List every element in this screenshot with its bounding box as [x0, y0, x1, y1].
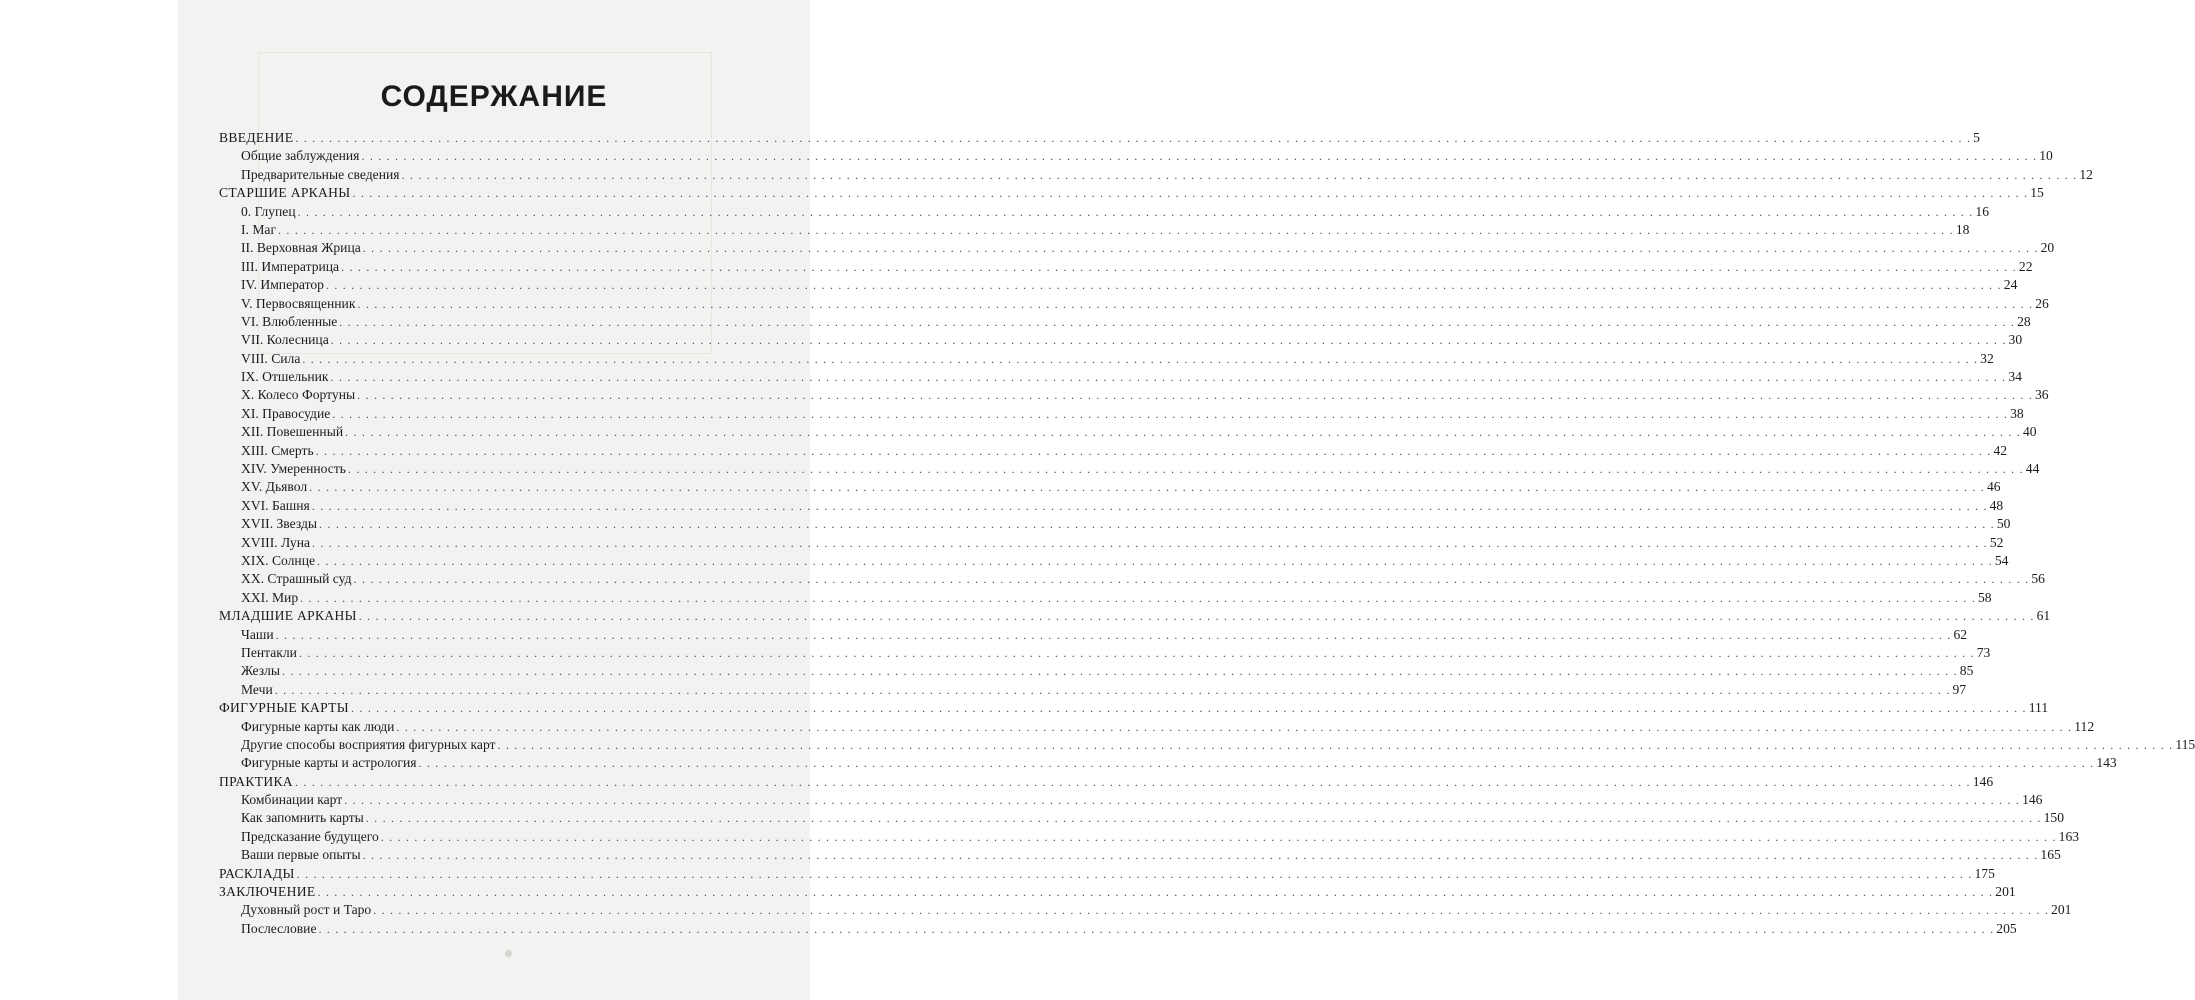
- toc-entry-label: Комбинации карт: [241, 792, 343, 808]
- toc-page-number: 20: [2040, 240, 2055, 256]
- toc-page-number: 112: [2074, 718, 2095, 734]
- toc-page-number: 34: [2008, 369, 2022, 385]
- toc-entry-label: XVI. Башня: [241, 497, 310, 513]
- toc-page-number: 40: [2022, 424, 2037, 440]
- dot-leader: . . . . . . . . . . . . . . . . . . . . . . . . . . . . . . . . . . . . . . . . . . . . . . . . . . . . . . . . . . . . . . . . . . . . . . . . . . . . . . . . . . . . . . . . . . . . . . . . . . . . . . . . . . . . . . . . . . . . . . . . . . . . . . . . . . . . . . . . . . . . . . . . . . . . . . . . . . . . . . . . . . . . . . . . . . . . . . . . . . . . . . . . . . . . . . . . . . . . . . . .: [325, 278, 2002, 293]
- dot-leader: . . . . . . . . . . . . . . . . . . . . . . . . . . . . . . . . . . . . . . . . . . . . . . . . . . . . . . . . . . . . . . . . . . . . . . . . . . . . . . . . . . . . . . . . . . . . . . . . . . . . . . . . . . . . . . . . . . . . . . . . . . . . . . . . . . . . . . . . . . . . . . . . . . . . . . . . . . . . . . . . . . . . . . . . . . . . . . . . . . . . . . . . . . . . . . . . . . . . . . . .: [330, 333, 2007, 348]
- toc-page-number: 163: [2058, 828, 2080, 844]
- toc-subsection-entry: [219, 681, 1967, 699]
- toc-entry-label: IV. Император: [241, 277, 324, 293]
- dot-leader: . . . . . . . . . . . . . . . . . . . . . . . . . . . . . . . . . . . . . . . . . . . . . . . . . . . . . . . . . . . . . . . . . . . . . . . . . . . . . . . . . . . . . . . . . . . . . . . . . . . . . . . . . . . . . . . . . . . . . . . . . . . . . . . . . . . . . . . . . . . . . . . . . . . . . . . . . . . . . . . . . . . . . . . . . . . . . . . . . . . . . . . . . . . . . . . . . . . . . . . .: [396, 719, 2073, 734]
- toc-page-number: 146: [2022, 792, 2043, 808]
- toc-subsection-entry: [219, 386, 2049, 404]
- dot-leader: . . . . . . . . . . . . . . . . . . . . . . . . . . . . . . . . . . . . . . . . . . . . . . . . . . . . . . . . . . . . . . . . . . . . . . . . . . . . . . . . . . . . . . . . . . . . . . . . . . . . . . . . . . . . . . . . . . . . . . . . . . . . . . . . . . . . . . . . . . . . . . . . . . . . . . . . . . . . . . . . . . . . . . . . . . . . . . . . . . . . . . . . . . . . . . . . . . . . . . . .: [296, 866, 1973, 881]
- toc-entry-label: ВВЕДЕНИЕ: [219, 130, 294, 145]
- dot-leader: . . . . . . . . . . . . . . . . . . . . . . . . . . . . . . . . . . . . . . . . . . . . . . . . . . . . . . . . . . . . . . . . . . . . . . . . . . . . . . . . . . . . . . . . . . . . . . . . . . . . . . . . . . . . . . . . . . . . . . . . . . . . . . . . . . . . . . . . . . . . . . . . . . . . . . . . . . . . . . . . . . . . . . . . . . . . . . . . . . . . . . . . . . . . . . . . . . . . . . . .: [357, 388, 2033, 403]
- toc-page-number: 12: [2079, 166, 2093, 182]
- toc-subsection-entry: [219, 497, 2004, 515]
- ink-spot: [505, 950, 512, 957]
- dot-leader: . . . . . . . . . . . . . . . . . . . . . . . . . . . . . . . . . . . . . . . . . . . . . . . . . . . . . . . . . . . . . . . . . . . . . . . . . . . . . . . . . . . . . . . . . . . . . . . . . . . . . . . . . . . . . . . . . . . . . . . . . . . . . . . . . . . . . . . . . . . . . . . . . . . . . . . . . . . . . . . . . . . . . . . . . . . . . . . . . . . . . . . . . . . . . . . . . . . . . . . .: [312, 535, 1988, 550]
- toc-section-entry: [219, 773, 1994, 791]
- toc-subsection-entry: [219, 295, 2049, 313]
- toc-entry-label: X. Колесо Фортуны: [241, 387, 356, 403]
- dot-leader: . . . . . . . . . . . . . . . . . . . . . . . . . . . . . . . . . . . . . . . . . . . . . . . . . . . . . . . . . . . . . . . . . . . . . . . . . . . . . . . . . . . . . . . . . . . . . . . . . . . . . . . . . . . . . . . . . . . . . . . . . . . . . . . . . . . . . . . . . . . . . . . . . . . . . . . . . . . . . . . . . . . . . . . . . . . . . . . . . . . . . . . . . . . . . . . . . . . . . . . .: [330, 370, 2007, 385]
- toc-page-number: 46: [1986, 479, 2001, 495]
- toc-page-number: 38: [2010, 405, 2024, 421]
- toc-page-number: 52: [1989, 534, 2004, 550]
- toc-entry-label: VII. Колесница: [241, 332, 329, 348]
- toc-subsection-entry: [219, 331, 2023, 349]
- toc-subsection-entry: [219, 626, 1968, 644]
- dot-leader: . . . . . . . . . . . . . . . . . . . . . . . . . . . . . . . . . . . . . . . . . . . . . . . . . . . . . . . . . . . . . . . . . . . . . . . . . . . . . . . . . . . . . . . . . . . . . . . . . . . . . . . . . . . . . . . . . . . . . . . . . . . . . . . . . . . . . . . . . . . . . . . . . . . . . . . . . . . . . . . . . . . . . . . . . . . . . . . . . . . . . . . . . . . . . . . . . . . . . . . .: [345, 425, 2021, 440]
- dot-leader: . . . . . . . . . . . . . . . . . . . . . . . . . . . . . . . . . . . . . . . . . . . . . . . . . . . . . . . . . . . . . . . . . . . . . . . . . . . . . . . . . . . . . . . . . . . . . . . . . . . . . . . . . . . . . . . . . . . . . . . . . . . . . . . . . . . . . . . . . . . . . . . . . . . . . . . . . . . . . . . . . . . . . . . . . . . . . . . . . . . . . . . . . . . . . . . . . . . . . . . .: [357, 296, 2034, 311]
- dot-leader: . . . . . . . . . . . . . . . . . . . . . . . . . . . . . . . . . . . . . . . . . . . . . . . . . . . . . . . . . . . . . . . . . . . . . . . . . . . . . . . . . . . . . . . . . . . . . . . . . . . . . . . . . . . . . . . . . . . . . . . . . . . . . . . . . . . . . . . . . . . . . . . . . . . . . . . . . . . . . . . . . . . . . . . . . . . . . . . . . . . . . . . . . . . . . . . . . . . . . . . .: [295, 131, 1972, 145]
- toc-section-entry: [219, 184, 2044, 202]
- toc-subsection-entry: [219, 166, 2093, 184]
- toc-entry-label: XX. Страшный суд: [241, 571, 352, 587]
- toc-subsection-entry: [219, 809, 2064, 827]
- toc-page-number: 26: [2035, 295, 2049, 311]
- toc-page-number: 165: [2040, 847, 2061, 863]
- dot-leader: . . . . . . . . . . . . . . . . . . . . . . . . . . . . . . . . . . . . . . . . . . . . . . . . . . . . . . . . . . . . . . . . . . . . . . . . . . . . . . . . . . . . . . . . . . . . . . . . . . . . . . . . . . . . . . . . . . . . . . . . . . . . . . . . . . . . . . . . . . . . . . . . . . . . . . . . . . . . . . . . . . . . . . . . . . . . . . . . . . . . . . . . . . . . . . . . . . . . . . . .: [361, 149, 2038, 164]
- dot-leader: . . . . . . . . . . . . . . . . . . . . . . . . . . . . . . . . . . . . . . . . . . . . . . . . . . . . . . . . . . . . . . . . . . . . . . . . . . . . . . . . . . . . . . . . . . . . . . . . . . . . . . . . . . . . . . . . . . . . . . . . . . . . . . . . . . . . . . . . . . . . . . . . . . . . . . . . . . . . . . . . . . . . . . . . . . . . . . . . . . . . . . . . . . . . . . . . . . . . . . . .: [344, 793, 2021, 808]
- toc-subsection-entry: [219, 423, 2037, 441]
- toc-entry-label: Пентакли: [241, 644, 297, 660]
- toc-entry-label: МЛАДШИЕ АРКАНЫ: [219, 608, 357, 624]
- toc-page-number: 24: [2003, 277, 2018, 293]
- toc-page-number: 30: [2008, 332, 2023, 348]
- toc-section-entry: [219, 607, 2051, 625]
- toc-entry-label: XIII. Смерть: [241, 442, 314, 458]
- toc-subsection-entry: [219, 515, 2011, 533]
- toc-entry-label: XI. Правосудие: [241, 405, 331, 421]
- dot-leader: . . . . . . . . . . . . . . . . . . . . . . . . . . . . . . . . . . . . . . . . . . . . . . . . . . . . . . . . . . . . . . . . . . . . . . . . . . . . . . . . . . . . . . . . . . . . . . . . . . . . . . . . . . . . . . . . . . . . . . . . . . . . . . . . . . . . . . . . . . . . . . . . . . . . . . . . . . . . . . . . . . . . . . . . . . . . . . . . . . . . . . . . . . . . . . . . . . . . . . . .: [350, 701, 2027, 716]
- dot-leader: . . . . . . . . . . . . . . . . . . . . . . . . . . . . . . . . . . . . . . . . . . . . . . . . . . . . . . . . . . . . . . . . . . . . . . . . . . . . . . . . . . . . . . . . . . . . . . . . . . . . . . . . . . . . . . . . . . . . . . . . . . . . . . . . . . . . . . . . . . . . . . . . . . . . . . . . . . . . . . . . . . . . . . . . . . . . . . . . . . . . . . . . . . . . . . . . . . . . . . . .: [311, 498, 1988, 513]
- dot-leader: . . . . . . . . . . . . . . . . . . . . . . . . . . . . . . . . . . . . . . . . . . . . . . . . . . . . . . . . . . . . . . . . . . . . . . . . . . . . . . . . . . . . . . . . . . . . . . . . . . . . . . . . . . . . . . . . . . . . . . . . . . . . . . . . . . . . . . . . . . . . . . . . . . . . . . . . . . . . . . . . . . . . . . . . . . . . . . . . . . . . . . . . . . . . . . . . . . . . . . . .: [300, 590, 1976, 605]
- toc-page-number: 15: [2030, 185, 2044, 201]
- dot-leader: . . . . . . . . . . . . . . . . . . . . . . . . . . . . . . . . . . . . . . . . . . . . . . . . . . . . . . . . . . . . . . . . . . . . . . . . . . . . . . . . . . . . . . . . . . . . . . . . . . . . . . . . . . . . . . . . . . . . . . . . . . . . . . . . . . . . . . . . . . . . . . . . . . . . . . . . . . . . . . . . . . . . . . . . . . . . . . . . . . . . . . . . . . . . . . . . . . . . . . . .: [339, 314, 2016, 329]
- dot-leader: . . . . . . . . . . . . . . . . . . . . . . . . . . . . . . . . . . . . . . . . . . . . . . . . . . . . . . . . . . . . . . . . . . . . . . . . . . . . . . . . . . . . . . . . . . . . . . . . . . . . . . . . . . . . . . . . . . . . . . . . . . . . . . . . . . . . . . . . . . . . . . . . . . . . . . . . . . . . . . . . . . . . . . . . . . . . . . . . . . . . . . . . . . . . . . . . . . . . . . . .: [315, 443, 1992, 458]
- toc-entry-label: ФИГУРНЫЕ КАРТЫ: [219, 700, 349, 716]
- toc-entry-label: Духовный рост и Таро: [241, 902, 372, 918]
- toc-entry-label: VIII. Сила: [241, 350, 301, 366]
- toc-subsection-entry: [219, 534, 2004, 552]
- toc-subsection-entry: [219, 258, 2033, 276]
- dot-leader: . . . . . . . . . . . . . . . . . . . . . . . . . . . . . . . . . . . . . . . . . . . . . . . . . . . . . . . . . . . . . . . . . . . . . . . . . . . . . . . . . . . . . . . . . . . . . . . . . . . . . . . . . . . . . . . . . . . . . . . . . . . . . . . . . . . . . . . . . . . . . . . . . . . . . . . . . . . . . . . . . . . . . . . . . . . . . . . . . . . . . . . . . . . . . . . . . . . . . . . .: [352, 186, 2029, 201]
- toc-subsection-entry: [219, 221, 1970, 239]
- toc-subsection-entry: [219, 368, 2022, 386]
- toc-page-number: 115: [2175, 736, 2195, 752]
- toc-page-number: 58: [1977, 589, 1992, 605]
- toc-page-number: 97: [1952, 681, 1967, 697]
- toc-entry-label: Общие заблуждения: [241, 148, 360, 164]
- toc-subsection-entry: [219, 846, 2061, 864]
- dot-leader: . . . . . . . . . . . . . . . . . . . . . . . . . . . . . . . . . . . . . . . . . . . . . . . . . . . . . . . . . . . . . . . . . . . . . . . . . . . . . . . . . . . . . . . . . . . . . . . . . . . . . . . . . . . . . . . . . . . . . . . . . . . . . . . . . . . . . . . . . . . . . . . . . . . . . . . . . . . . . . . . . . . . . . . . . . . . . . . . . . . . . . . . . . . . . . . . . . . . . . . .: [317, 885, 1994, 900]
- dot-leader: . . . . . . . . . . . . . . . . . . . . . . . . . . . . . . . . . . . . . . . . . . . . . . . . . . . . . . . . . . . . . . . . . . . . . . . . . . . . . . . . . . . . . . . . . . . . . . . . . . . . . . . . . . . . . . . . . . . . . . . . . . . . . . . . . . . . . . . . . . . . . . . . . . . . . . . . . . . . . . . . . . . . . . . . . . . . . . . . . . . . . . . . . . . . . . . . . . . . . . . .: [347, 462, 2024, 477]
- table-of-contents: [219, 129, 2195, 938]
- toc-entry-label: Фигурные карты и астрология: [241, 755, 417, 771]
- dot-leader: . . . . . . . . . . . . . . . . . . . . . . . . . . . . . . . . . . . . . . . . . . . . . . . . . . . . . . . . . . . . . . . . . . . . . . . . . . . . . . . . . . . . . . . . . . . . . . . . . . . . . . . . . . . . . . . . . . . . . . . . . . . . . . . . . . . . . . . . . . . . . . . . . . . . . . . . . . . . . . . . . . . . . . . . . . . . . . . . . . . . . . . . . . . . . . . . . . . . . . . .: [497, 737, 2174, 752]
- toc-title: СОДЕРЖАНИЕ: [380, 80, 608, 113]
- toc-subsection-entry: [219, 552, 2009, 570]
- toc-entry-label: IX. Отшельник: [241, 369, 329, 385]
- dot-leader: . . . . . . . . . . . . . . . . . . . . . . . . . . . . . . . . . . . . . . . . . . . . . . . . . . . . . . . . . . . . . . . . . . . . . . . . . . . . . . . . . . . . . . . . . . . . . . . . . . . . . . . . . . . . . . . . . . . . . . . . . . . . . . . . . . . . . . . . . . . . . . . . . . . . . . . . . . . . . . . . . . . . . . . . . . . . . . . . . . . . . . . . . . . . . . . . . . . . . . . .: [332, 406, 2009, 421]
- dot-leader: . . . . . . . . . . . . . . . . . . . . . . . . . . . . . . . . . . . . . . . . . . . . . . . . . . . . . . . . . . . . . . . . . . . . . . . . . . . . . . . . . . . . . . . . . . . . . . . . . . . . . . . . . . . . . . . . . . . . . . . . . . . . . . . . . . . . . . . . . . . . . . . . . . . . . . . . . . . . . . . . . . . . . . . . . . . . . . . . . . . . . . . . . . . . . . . . . . . . . . . .: [341, 259, 2017, 274]
- toc-page-number: 22: [2018, 258, 2033, 274]
- toc-page-number: 175: [1974, 865, 1995, 881]
- dot-leader: . . . . . . . . . . . . . . . . . . . . . . . . . . . . . . . . . . . . . . . . . . . . . . . . . . . . . . . . . . . . . . . . . . . . . . . . . . . . . . . . . . . . . . . . . . . . . . . . . . . . . . . . . . . . . . . . . . . . . . . . . . . . . . . . . . . . . . . . . . . . . . . . . . . . . . . . . . . . . . . . . . . . . . . . . . . . . . . . . . . . . . . . . . . . . . . . . . . . . . . .: [401, 167, 2078, 182]
- toc-page-number: 73: [1976, 644, 1991, 660]
- toc-entry-label: Ваши первые опыты: [241, 847, 361, 863]
- toc-section-entry: [219, 699, 2049, 717]
- toc-entry-label: XIV. Умеренность: [241, 461, 346, 477]
- toc-entry-label: СТАРШИЕ АРКАНЫ: [219, 185, 351, 201]
- dot-leader: . . . . . . . . . . . . . . . . . . . . . . . . . . . . . . . . . . . . . . . . . . . . . . . . . . . . . . . . . . . . . . . . . . . . . . . . . . . . . . . . . . . . . . . . . . . . . . . . . . . . . . . . . . . . . . . . . . . . . . . . . . . . . . . . . . . . . . . . . . . . . . . . . . . . . . . . . . . . . . . . . . . . . . . . . . . . . . . . . . . . . . . . . . . . . . . . . . . . . . . .: [281, 664, 1958, 679]
- toc-section-entry: [219, 129, 1980, 147]
- toc-page-number: 111: [2028, 700, 2049, 716]
- toc-page-number: 32: [1980, 350, 1994, 366]
- toc-subsection-entry: [219, 662, 1974, 680]
- toc-page-number: 44: [2025, 461, 2040, 477]
- toc-subsection-entry: [219, 901, 2072, 919]
- toc-subsection-entry: [219, 920, 2017, 938]
- toc-entry-label: I. Маг: [241, 221, 277, 237]
- toc-entry-label: XII. Повешенный: [241, 424, 344, 440]
- dot-leader: . . . . . . . . . . . . . . . . . . . . . . . . . . . . . . . . . . . . . . . . . . . . . . . . . . . . . . . . . . . . . . . . . . . . . . . . . . . . . . . . . . . . . . . . . . . . . . . . . . . . . . . . . . . . . . . . . . . . . . . . . . . . . . . . . . . . . . . . . . . . . . . . . . . . . . . . . . . . . . . . . . . . . . . . . . . . . . . . . . . . . . . . . . . . . . . . . . . . . . . .: [353, 572, 2030, 587]
- toc-page-number: 36: [2034, 387, 2049, 403]
- toc-entry-label: II. Верховная Жрица: [241, 240, 361, 256]
- toc-subsection-entry: [219, 478, 2001, 496]
- dot-leader: . . . . . . . . . . . . . . . . . . . . . . . . . . . . . . . . . . . . . . . . . . . . . . . . . . . . . . . . . . . . . . . . . . . . . . . . . . . . . . . . . . . . . . . . . . . . . . . . . . . . . . . . . . . . . . . . . . . . . . . . . . . . . . . . . . . . . . . . . . . . . . . . . . . . . . . . . . . . . . . . . . . . . . . . . . . . . . . . . . . . . . . . . . . . . . . . . . . . . . . .: [302, 351, 1979, 366]
- toc-entry-label: ЗАКЛЮЧЕНИЕ: [219, 884, 316, 900]
- toc-entry-label: 0. Глупец: [241, 203, 296, 219]
- dot-leader: . . . . . . . . . . . . . . . . . . . . . . . . . . . . . . . . . . . . . . . . . . . . . . . . . . . . . . . . . . . . . . . . . . . . . . . . . . . . . . . . . . . . . . . . . . . . . . . . . . . . . . . . . . . . . . . . . . . . . . . . . . . . . . . . . . . . . . . . . . . . . . . . . . . . . . . . . . . . . . . . . . . . . . . . . . . . . . . . . . . . . . . . . . . . . . . . . . . . . . . .: [274, 682, 1951, 697]
- toc-entry-label: Фигурные карты как люди: [241, 718, 395, 734]
- dot-leader: . . . . . . . . . . . . . . . . . . . . . . . . . . . . . . . . . . . . . . . . . . . . . . . . . . . . . . . . . . . . . . . . . . . . . . . . . . . . . . . . . . . . . . . . . . . . . . . . . . . . . . . . . . . . . . . . . . . . . . . . . . . . . . . . . . . . . . . . . . . . . . . . . . . . . . . . . . . . . . . . . . . . . . . . . . . . . . . . . . . . . . . . . . . . . . . . . . . . . . . .: [373, 903, 2050, 918]
- toc-page-number: 143: [2096, 755, 2117, 771]
- toc-entry-label: VI. Влюбленные: [241, 313, 338, 329]
- toc-page-number: 201: [2051, 902, 2072, 918]
- dot-leader: . . . . . . . . . . . . . . . . . . . . . . . . . . . . . . . . . . . . . . . . . . . . . . . . . . . . . . . . . . . . . . . . . . . . . . . . . . . . . . . . . . . . . . . . . . . . . . . . . . . . . . . . . . . . . . . . . . . . . . . . . . . . . . . . . . . . . . . . . . . . . . . . . . . . . . . . . . . . . . . . . . . . . . . . . . . . . . . . . . . . . . . . . . . . . . . . . . . . . . . .: [278, 222, 1954, 237]
- toc-subsection-entry: [219, 276, 2018, 294]
- toc-entry-label: V. Первосвященник: [241, 295, 356, 311]
- toc-page-number: 42: [1993, 442, 2008, 458]
- toc-subsection-entry: [219, 405, 2024, 423]
- toc-section-entry: [219, 865, 1995, 883]
- toc-entry-label: Жезлы: [241, 663, 280, 679]
- dot-leader: . . . . . . . . . . . . . . . . . . . . . . . . . . . . . . . . . . . . . . . . . . . . . . . . . . . . . . . . . . . . . . . . . . . . . . . . . . . . . . . . . . . . . . . . . . . . . . . . . . . . . . . . . . . . . . . . . . . . . . . . . . . . . . . . . . . . . . . . . . . . . . . . . . . . . . . . . . . . . . . . . . . . . . . . . . . . . . . . . . . . . . . . . . . . . . . . . . . . . . . .: [380, 829, 2057, 844]
- toc-subsection-entry: [219, 570, 2045, 588]
- toc-page-number: 54: [1994, 552, 2009, 568]
- toc-subsection-entry: [219, 239, 2055, 257]
- toc-page-number: 18: [1955, 221, 1970, 237]
- toc-subsection-entry: [219, 589, 1992, 607]
- toc-entry-label: Чаши: [241, 626, 274, 642]
- dot-leader: . . . . . . . . . . . . . . . . . . . . . . . . . . . . . . . . . . . . . . . . . . . . . . . . . . . . . . . . . . . . . . . . . . . . . . . . . . . . . . . . . . . . . . . . . . . . . . . . . . . . . . . . . . . . . . . . . . . . . . . . . . . . . . . . . . . . . . . . . . . . . . . . . . . . . . . . . . . . . . . . . . . . . . . . . . . . . . . . . . . . . . . . . . . . . . . . . . . . . . . .: [358, 609, 2035, 624]
- toc-page-number: 56: [2031, 571, 2045, 587]
- dot-leader: . . . . . . . . . . . . . . . . . . . . . . . . . . . . . . . . . . . . . . . . . . . . . . . . . . . . . . . . . . . . . . . . . . . . . . . . . . . . . . . . . . . . . . . . . . . . . . . . . . . . . . . . . . . . . . . . . . . . . . . . . . . . . . . . . . . . . . . . . . . . . . . . . . . . . . . . . . . . . . . . . . . . . . . . . . . . . . . . . . . . . . . . . . . . . . . . . . . . . . . .: [317, 553, 1993, 568]
- toc-page-number: 61: [2036, 608, 2051, 624]
- toc-subsection-entry: [219, 460, 2040, 478]
- dot-leader: . . . . . . . . . . . . . . . . . . . . . . . . . . . . . . . . . . . . . . . . . . . . . . . . . . . . . . . . . . . . . . . . . . . . . . . . . . . . . . . . . . . . . . . . . . . . . . . . . . . . . . . . . . . . . . . . . . . . . . . . . . . . . . . . . . . . . . . . . . . . . . . . . . . . . . . . . . . . . . . . . . . . . . . . . . . . . . . . . . . . . . . . . . . . . . . . . . . . . . . .: [309, 480, 1985, 495]
- dot-leader: . . . . . . . . . . . . . . . . . . . . . . . . . . . . . . . . . . . . . . . . . . . . . . . . . . . . . . . . . . . . . . . . . . . . . . . . . . . . . . . . . . . . . . . . . . . . . . . . . . . . . . . . . . . . . . . . . . . . . . . . . . . . . . . . . . . . . . . . . . . . . . . . . . . . . . . . . . . . . . . . . . . . . . . . . . . . . . . . . . . . . . . . . . . . . . . . . . . . . . . .: [362, 848, 2039, 863]
- toc-page-number: 62: [1953, 626, 1968, 642]
- dot-leader: . . . . . . . . . . . . . . . . . . . . . . . . . . . . . . . . . . . . . . . . . . . . . . . . . . . . . . . . . . . . . . . . . . . . . . . . . . . . . . . . . . . . . . . . . . . . . . . . . . . . . . . . . . . . . . . . . . . . . . . . . . . . . . . . . . . . . . . . . . . . . . . . . . . . . . . . . . . . . . . . . . . . . . . . . . . . . . . . . . . . . . . . . . . . . . . . . . . . . . . .: [298, 645, 1975, 660]
- dot-leader: . . . . . . . . . . . . . . . . . . . . . . . . . . . . . . . . . . . . . . . . . . . . . . . . . . . . . . . . . . . . . . . . . . . . . . . . . . . . . . . . . . . . . . . . . . . . . . . . . . . . . . . . . . . . . . . . . . . . . . . . . . . . . . . . . . . . . . . . . . . . . . . . . . . . . . . . . . . . . . . . . . . . . . . . . . . . . . . . . . . . . . . . . . . . . . . . . . . . . . . .: [365, 811, 2042, 826]
- toc-entry-label: РАСКЛАДЫ: [219, 865, 295, 881]
- toc-subsection-entry: [219, 350, 1994, 368]
- toc-entry-label: Предсказание будущего: [241, 828, 379, 844]
- toc-page-number: 50: [1996, 516, 2011, 532]
- toc-entry-label: XVII. Звезды: [241, 516, 318, 532]
- toc-entry-label: XVIII. Луна: [241, 534, 310, 550]
- toc-subsection-entry: [219, 718, 2095, 736]
- dot-leader: . . . . . . . . . . . . . . . . . . . . . . . . . . . . . . . . . . . . . . . . . . . . . . . . . . . . . . . . . . . . . . . . . . . . . . . . . . . . . . . . . . . . . . . . . . . . . . . . . . . . . . . . . . . . . . . . . . . . . . . . . . . . . . . . . . . . . . . . . . . . . . . . . . . . . . . . . . . . . . . . . . . . . . . . . . . . . . . . . . . . . . . . . . . . . . . . . . . . . . . .: [297, 204, 1974, 219]
- toc-subsection-entry: [219, 442, 2008, 460]
- dot-leader: . . . . . . . . . . . . . . . . . . . . . . . . . . . . . . . . . . . . . . . . . . . . . . . . . . . . . . . . . . . . . . . . . . . . . . . . . . . . . . . . . . . . . . . . . . . . . . . . . . . . . . . . . . . . . . . . . . . . . . . . . . . . . . . . . . . . . . . . . . . . . . . . . . . . . . . . . . . . . . . . . . . . . . . . . . . . . . . . . . . . . . . . . . . . . . . . . . . . . . . .: [318, 921, 1995, 936]
- toc-subsection-entry: [219, 313, 2031, 331]
- toc-page-number: 150: [2043, 810, 2064, 826]
- toc-entry-label: Послесловие: [241, 920, 317, 936]
- toc-subsection-entry: [219, 754, 2117, 772]
- toc-subsection-entry: [219, 644, 1991, 662]
- toc-page-number: 16: [1975, 203, 1989, 219]
- toc-subsection-entry: [219, 791, 2043, 809]
- toc-page-number: 146: [1972, 773, 1994, 789]
- toc-page-number: 28: [2017, 313, 2031, 329]
- toc-section-entry: [219, 883, 2016, 901]
- dot-leader: . . . . . . . . . . . . . . . . . . . . . . . . . . . . . . . . . . . . . . . . . . . . . . . . . . . . . . . . . . . . . . . . . . . . . . . . . . . . . . . . . . . . . . . . . . . . . . . . . . . . . . . . . . . . . . . . . . . . . . . . . . . . . . . . . . . . . . . . . . . . . . . . . . . . . . . . . . . . . . . . . . . . . . . . . . . . . . . . . . . . . . . . . . . . . . . . . . . . . . . .: [275, 627, 1952, 642]
- toc-subsection-entry: [219, 828, 2080, 846]
- toc-entry-label: Как запомнить карты: [241, 810, 364, 826]
- toc-page-number: 48: [1989, 497, 2004, 513]
- dot-leader: . . . . . . . . . . . . . . . . . . . . . . . . . . . . . . . . . . . . . . . . . . . . . . . . . . . . . . . . . . . . . . . . . . . . . . . . . . . . . . . . . . . . . . . . . . . . . . . . . . . . . . . . . . . . . . . . . . . . . . . . . . . . . . . . . . . . . . . . . . . . . . . . . . . . . . . . . . . . . . . . . . . . . . . . . . . . . . . . . . . . . . . . . . . . . . . . . . . . . . . .: [418, 756, 2095, 771]
- dot-leader: . . . . . . . . . . . . . . . . . . . . . . . . . . . . . . . . . . . . . . . . . . . . . . . . . . . . . . . . . . . . . . . . . . . . . . . . . . . . . . . . . . . . . . . . . . . . . . . . . . . . . . . . . . . . . . . . . . . . . . . . . . . . . . . . . . . . . . . . . . . . . . . . . . . . . . . . . . . . . . . . . . . . . . . . . . . . . . . . . . . . . . . . . . . . . . . . . . . . . . . .: [319, 517, 1995, 532]
- toc-page-number: 201: [1995, 884, 2016, 900]
- toc-entry-label: Другие способы восприятия фигурных карт: [241, 736, 496, 752]
- toc-entry-label: XV. Дьявол: [241, 479, 308, 495]
- toc-entry-label: ПРАКТИКА: [219, 773, 293, 789]
- toc-entry-label: III. Императрица: [241, 258, 340, 274]
- toc-page-number: 5: [1973, 130, 1980, 145]
- toc-page-number: 10: [2039, 148, 2053, 164]
- dot-leader: . . . . . . . . . . . . . . . . . . . . . . . . . . . . . . . . . . . . . . . . . . . . . . . . . . . . . . . . . . . . . . . . . . . . . . . . . . . . . . . . . . . . . . . . . . . . . . . . . . . . . . . . . . . . . . . . . . . . . . . . . . . . . . . . . . . . . . . . . . . . . . . . . . . . . . . . . . . . . . . . . . . . . . . . . . . . . . . . . . . . . . . . . . . . . . . . . . . . . . . .: [362, 241, 2039, 256]
- toc-subsection-entry: [219, 203, 1989, 221]
- toc-entry-label: Мечи: [241, 681, 273, 697]
- dot-leader: . . . . . . . . . . . . . . . . . . . . . . . . . . . . . . . . . . . . . . . . . . . . . . . . . . . . . . . . . . . . . . . . . . . . . . . . . . . . . . . . . . . . . . . . . . . . . . . . . . . . . . . . . . . . . . . . . . . . . . . . . . . . . . . . . . . . . . . . . . . . . . . . . . . . . . . . . . . . . . . . . . . . . . . . . . . . . . . . . . . . . . . . . . . . . . . . . . . . . . . .: [294, 774, 1971, 789]
- toc-entry-label: XXI. Мир: [241, 589, 299, 605]
- toc-page-number: 85: [1959, 663, 1974, 679]
- toc-entry-label: XIX. Солнце: [241, 552, 316, 568]
- toc-page-number: 205: [1996, 920, 2017, 936]
- toc-subsection-entry: [219, 147, 2053, 165]
- toc-subsection-entry: [219, 736, 2195, 754]
- toc-entry-label: Предварительные сведения: [241, 166, 400, 182]
